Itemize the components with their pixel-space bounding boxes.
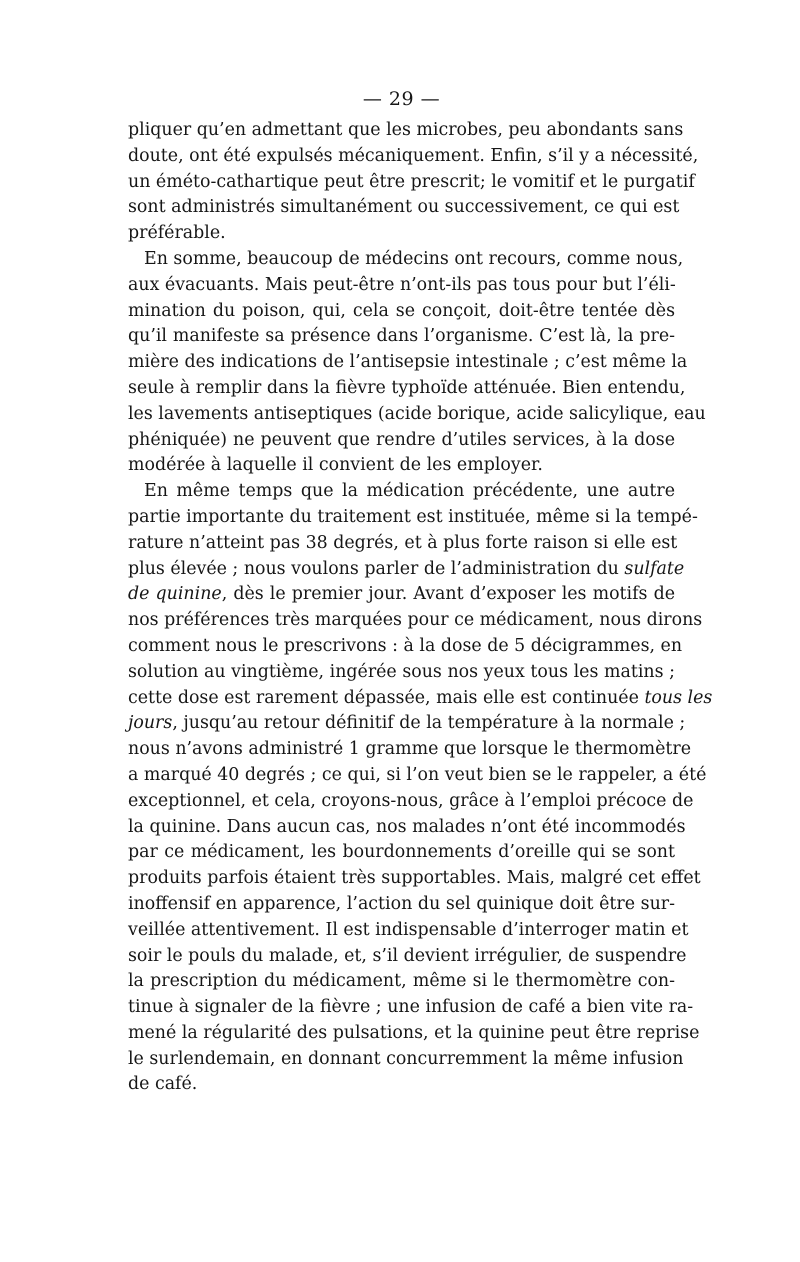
text-line — [128, 557, 685, 583]
line-text: doute, ont été expulsés mécaniquement. Enfin, s’il y a nécessité, — [128, 145, 699, 166]
text-line — [128, 479, 675, 505]
line-text: exceptionnel, et cela, croyons-nous, grâce à l’emploi précoce de — [128, 790, 694, 811]
line-text: produits parfois étaient très supportables. Mais, malgré cet effet — [128, 868, 701, 889]
text-line — [128, 118, 684, 144]
line-text: veillée attentivement. Il est indispensable d’interroger matin et — [128, 919, 689, 940]
text-line — [128, 428, 675, 454]
line-text: les lavements antiseptiques (acide borique, acide salicylique, eau — [128, 403, 706, 424]
text-line — [128, 711, 686, 737]
line-text: mené la régularité des pulsations, et la quinine peut être reprise — [128, 1022, 700, 1043]
line-text: par ce médicament, les bourdonnements d’oreille qui se sont — [128, 842, 675, 863]
text-line — [128, 1047, 684, 1073]
line-text: la quinine. Dans aucun cas, nos malades n’ont été incommodés — [128, 816, 686, 837]
text-line — [128, 944, 687, 970]
line-text: mination du poison, qui, cela se conçoit, doit-être tentée dès — [128, 300, 675, 321]
text-line — [128, 815, 686, 841]
text-line — [128, 789, 694, 815]
line-text: soir le pouls du malade, et, s’il devient irrégulier, de suspendre — [128, 945, 687, 966]
text-line — [128, 402, 706, 428]
line-text: préférable. — [128, 223, 226, 244]
text-line — [128, 1072, 675, 1098]
text-line — [128, 737, 692, 763]
line-text: solution au vingtième, ingérée sous nos yeux tous les matins ; — [128, 661, 675, 682]
line-text: En même temps que la médication précédente, une autre — [144, 481, 675, 502]
line-text: sont administrés simultanément ou successivement, ce qui est — [128, 197, 680, 218]
line-text: un éméto-cathartique peut être prescrit; le vomitif et le purgatif — [128, 171, 695, 192]
text-line — [128, 221, 675, 247]
line-text: pliquer qu’en admettant que les microbes, peu abondants sans — [128, 120, 684, 140]
text-line — [128, 1021, 700, 1047]
line-text: le surlendemain, en donnant concurremment la même infusion — [128, 1048, 684, 1069]
line-text: modérée à laquelle il convient de les employer. — [128, 455, 543, 476]
line-text: nos préférences très marquées pour ce médicament, nous dirons — [128, 610, 703, 631]
italic-text: sulfate — [624, 558, 685, 579]
line-text: , jusqu’au retour définitif de la température à la normale ; — [172, 713, 686, 734]
line-text: tinue à signaler de la fièvre ; une infusion de café a bien vite ra- — [128, 997, 694, 1018]
text-line — [128, 299, 675, 325]
line-text: la prescription du médicament, même si le thermomètre con- — [128, 971, 675, 992]
page-number: — 29 — — [362, 88, 441, 110]
text-line — [128, 969, 675, 995]
text-line — [128, 350, 688, 376]
italic-text: jours — [128, 713, 173, 734]
line-text: plus élevée ; nous voulons parler de l’administration du — [128, 558, 619, 579]
text-line — [128, 505, 698, 531]
text-line — [128, 247, 684, 273]
line-text: aux évacuants. Mais peut-être n’ont-ils pas tous pour but l’éli- — [128, 274, 676, 295]
text-line — [128, 995, 694, 1021]
line-text: inoffensif en apparence, l’action du sel quinique doit être sur- — [128, 893, 675, 914]
text-line — [128, 660, 675, 686]
text-line — [128, 273, 675, 299]
line-text: phéniquée) ne peuvent que rendre d’utiles services, à la dose — [128, 429, 675, 450]
text-line — [128, 892, 675, 918]
text-line — [128, 608, 703, 634]
text-line — [128, 453, 675, 479]
line-text: qu’il manifeste sa présence dans l’organisme. C’est là, la pre- — [128, 326, 675, 347]
italic-text: tous les — [644, 687, 713, 708]
italic-text: de quinine — [128, 584, 222, 605]
line-text: nous n’avons administré 1 gramme que lorsque le thermomètre — [128, 739, 692, 760]
text-line — [128, 531, 678, 557]
line-text: mière des indications de l’antisepsie intestinale ; c’est même la — [128, 352, 688, 373]
text-line — [128, 866, 701, 892]
line-text: de café. — [128, 1074, 198, 1095]
line-text: a marqué 40 degrés ; ce qui, si l’on veut bien se le rappeler, a été — [128, 764, 707, 785]
text-line — [128, 918, 689, 944]
line-text: rature n’atteint pas 38 degrés, et à plus forte raison si elle est — [128, 532, 678, 553]
text-line — [128, 582, 675, 608]
line-text: En somme, beaucoup de médecins ont recours, comme nous, — [144, 248, 684, 269]
text-line — [128, 763, 707, 789]
text-line — [128, 195, 680, 221]
text-line — [128, 324, 675, 350]
text-line — [128, 144, 699, 170]
body-text — [128, 118, 713, 1098]
line-text: seule à remplir dans la fièvre typhoïde atténuée. Bien entendu, — [128, 377, 686, 398]
line-text: comment nous le prescrivons : à la dose de 5 décigrammes, en — [128, 635, 683, 656]
text-line — [128, 376, 686, 402]
line-text: , dès le premier jour. Avant d’exposer les motifs de — [221, 584, 675, 605]
text-line — [128, 170, 695, 196]
text-line — [128, 686, 713, 712]
text-line — [128, 840, 675, 866]
text-line — [128, 634, 683, 660]
line-text: partie importante du traitement est instituée, même si la tempé- — [128, 506, 698, 527]
line-text: cette dose est rarement dépassée, mais elle est continuée — [128, 687, 639, 708]
